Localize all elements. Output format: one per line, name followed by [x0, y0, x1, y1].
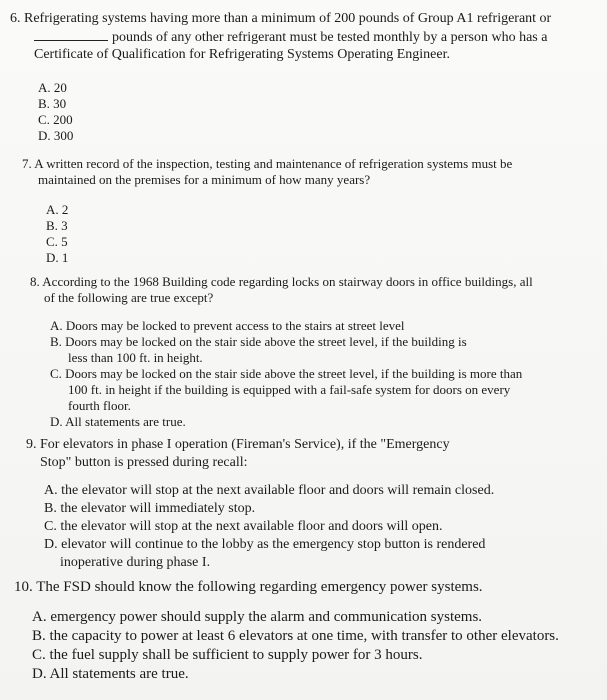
answer-option-continued: 100 ft. in height if the building is equipped with a fail-safe system for doors on every [68, 382, 511, 397]
answer-option: A. 2 [46, 202, 69, 217]
answer-option: A. the elevator will stop at the next available floor and doors will remain closed. [44, 483, 495, 498]
question-text: Certificate of Qualification for Refrigerating Systems Operating Engineer. [34, 47, 450, 62]
question-number: 7. [22, 156, 32, 171]
question-6-line-3 [34, 46, 450, 63]
answer-blank [34, 28, 108, 41]
question-9-line-2 [40, 454, 248, 471]
question-text: Stop" button is pressed during recall: [40, 455, 248, 470]
answer-option: B. the capacity to power at least 6 elevators at one time, with transfer to other elevators. [32, 628, 559, 644]
answer-option: B. 3 [46, 218, 68, 233]
answer-option-continued: fourth floor. [68, 398, 131, 413]
question-8-line-1 [30, 274, 533, 290]
answer-option: B. 30 [38, 96, 67, 111]
question-text: For elevators in phase I operation (Fireman's Service), if the "Emergency [40, 437, 450, 452]
answer-option: A. 20 [38, 80, 67, 95]
answer-option: A. emergency power should supply the alarm and communication systems. [32, 609, 483, 625]
question-10-line-1 [14, 578, 483, 596]
question-number: 6. [10, 11, 21, 26]
answer-option: C. Doors may be locked on the stair side above the street level, if the building is more than [50, 366, 523, 381]
answer-option: D. elevator will continue to the lobby as the emergency stop button is rendered [44, 537, 486, 552]
question-8-line-2 [44, 290, 213, 306]
question-text: pounds of any other refrigerant must be tested monthly by a person who has a [112, 30, 548, 45]
question-6-line-2 [34, 28, 547, 46]
question-text: of the following are true except? [44, 290, 214, 305]
answer-option: D. 1 [46, 250, 69, 265]
answer-option: D. 300 [38, 128, 74, 143]
answer-option: C. 200 [38, 112, 73, 127]
answer-option-continued: inoperative during phase I. [60, 555, 211, 570]
answer-option: D. All statements are true. [32, 666, 189, 682]
question-number: 8. [30, 274, 40, 289]
answer-option: C. the elevator will stop at the next available floor and doors will open. [44, 519, 443, 534]
question-text: According to the 1968 Building code regarding locks on stairway doors in office buildings, all [42, 274, 533, 289]
question-7-line-2 [38, 172, 370, 188]
answer-option: C. 5 [46, 234, 68, 249]
question-6-line-1 [10, 10, 551, 27]
question-number: 10. [14, 579, 33, 595]
question-text: Refrigerating systems having more than a minimum of 200 pounds of Group A1 refrigerant or [24, 11, 552, 26]
question-7-line-1 [22, 156, 512, 172]
question-number: 9. [26, 437, 37, 452]
answer-option: B. Doors may be locked on the stair side above the street level, if the building is [50, 334, 467, 349]
question-text: A written record of the inspection, testing and maintenance of refrigeration systems must be [34, 156, 513, 171]
answer-option: C. the fuel supply shall be sufficient to supply power for 3 hours. [32, 647, 423, 663]
question-text: maintained on the premises for a minimum of how many years? [38, 172, 371, 187]
question-text: The FSD should know the following regarding emergency power systems. [36, 579, 483, 595]
question-9-line-1 [26, 436, 450, 453]
answer-option: B. the elevator will immediately stop. [44, 501, 256, 516]
answer-option: A. Doors may be locked to prevent access to the stairs at street level [50, 318, 405, 333]
answer-option: D. All statements are true. [50, 414, 186, 429]
answer-option-continued: less than 100 ft. in height. [68, 350, 203, 365]
